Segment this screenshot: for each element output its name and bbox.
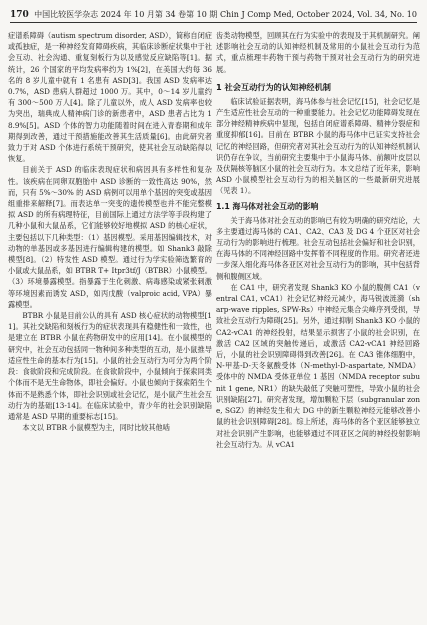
paragraph: 临床试验证据表明，海马体参与社会记忆[15]，社会记忆是产生适应性社会互动的一种重要能力。社会记忆功能障碍发现在部分神经精神疾病中显现，包括自闭症谱系障碍、精神分裂症和重度抑郁[16]。目前在 BTBR 小鼠的海马体中已证实支持社会记忆的神经回路，但研究者对其社会互动行为的认知神经机制认识仍存在争议，当前研究主要集中于小鼠海马体、前额叶皮层以及伏隔核等脑区小鼠的社会互动行为。本文总结了近年来，影响 ASD 小鼠模型社会互动行为的相关脑区的一些最新研究进展（见表 1）。: [216, 96, 420, 196]
page-header: [10, 8, 417, 23]
left-column: [8, 30, 212, 433]
paragraph: 关于海马体对社会互动的影响已有较为明确的研究结论，大多主要通过海马体的 CA1、CA2、CA3 及 DG 4 个亚区对社会互动行为的影响进行梳理。社会互动包括社会偏好和社会识别，在海马体的不同神经回路中发挥着不同程度的作用。研究者还进一步深入细化海马体各亚区对社会互动行为的影响，其中包括背侧和腹侧区域。: [216, 215, 420, 281]
journal-running-title: 中国比较医学杂志 2024 年 10 月第 34 卷第 10 期 Chin J Comp Med, October 2024, Vol. 34, No. 10: [34, 10, 417, 19]
paragraph: 在 CA1 中，研究者发现 Shank3 KO 小鼠的腹侧 CA1（ventral CA1, vCA1）社会记忆神经元减少，海马锐波涟漪（sharp-wave ripples, SPW-Rs）中神经元集合尖峰序列受损，导致社会互动行为障碍[25]。另外，通过抑制 Shank3 KO 小鼠的 CA2-vCA1 的神经投射，结果显示损害了小鼠的社会识别，在激活 CA2 区域的突触传递后，或激活 CA2-vCA1 神经回路后，小鼠的社会识别障碍得到改善[26]。在 CA3 锥体细胞中，N-甲基-D-天冬氨酸受体（N-methyl-D-aspartate, NMDA）受体中的 NMDA 受体亚单位 1 基因（NMDA receptor subunit 1 gene, NR1）的缺失敲低了突触可塑性，导致小鼠的社会识别缺陷[27]。研究者发现，增加颗粒下层（subgranular zone, SGZ）的神经发生和大 DG 中的新生颗粒神经元能够改善小鼠的社会识别障碍[28]。综上所述，海马体的各个亚区能够独立对社会识别产生影响，也能够通过不同亚区之间的神经投射影响社会互动行为。从 vCA1: [216, 282, 420, 449]
page-number: 170: [10, 10, 29, 20]
right-column: [216, 30, 420, 450]
paragraph: 症谱系障碍（autism spectrum disorder, ASD），简称自闭症或孤独症，是一种神经发育障碍疾病，其临床诊断症状集中于社会互动、社会沟通、重复刻板行为以及感觉反应缺陷等[1]。据统计，26 个国家的平均发病率约为 1%[2]，在美国大约每 36 名的 8 岁儿童中就有 1 名患有 ASD[3]。我国 ASD 发病率达 0.7%，ASD 患病人群超过 1000 万。其中，0～14 岁儿童约有 300～500 万人[4]。除了儿童以外，成人 ASD 发病率也较为突出，瑞典成人精神病门诊的新患者中，ASD 患者占比为 18.9%[5]。ASD 个体的智力功能随着时间在进入青春期和成年期得到改善，通过干预措施能改善其生活质量[6]。由此研究者致力于对 ASD 个体进行系统干预研究，使其社会互动缺陷得以恢复。: [8, 31, 212, 164]
paragraph: BTBR 小鼠是目前公认的具有 ASD 核心症状的动物模型[11]。其社交缺陷和刻板行为的症状表现具有稳健性和一致性，也是建立在 BTBR 小鼠在药物研发中的应用[14]。在小鼠模型的研究中，社会互动包括同一物种间多种类型的互动，是小鼠推导适应性生命的基本行为[15]。小鼠的社会互动行为可分为两个阶段：食欲阶段和完成阶段。在食欲阶段中，小鼠倾向于探索同类个体而不是无生命物体，即社会偏好。小鼠也倾向于探索陌生个体而不是熟悉个体，即社会识别或社会记忆，是小鼠产生社会互动行为的基础[13-14]。在临床试验中，青少年的社会识别缺陷通常是 ASD 早期的重要标志[15]。: [8, 311, 212, 421]
paragraph: 目前关于 ASD 的临床表现症状和病因具有多样性和复杂性。该疾病在同卵双胞胎中 ASD 诊断的一致性高达 90%，然而，只有 5%～30% 的 ASD 病例可以用单个基因的突变或基因组重排来解释[7]。而表达单一突变的遗传模型也并不能完整模拟 ASD 的所有病理特征，目前国际上通过方法学等手段构建了几种小鼠和大鼠品系，它们能够较好地模拟 ASD 的核心症状，主要包括以下几种类型：（1）基因模型。采用基因编辑技术，对动物的单基因或多基因进行编辑构建的模型。如 Shank3 敲除模型[8]。（2）特发性 ASD 模型。通过行为学实验筛选繁育的小鼠或大鼠品系，如 BTBR T+ Itpr3tf/J（BTBR）小鼠模型。（3）环境暴露模型。指暴露于生化刺激、病毒感染或紧张刺激等环境因素而诱发 ASD，如丙戊酸（valproic acid, VPA）暴露模型。: [8, 165, 212, 309]
paragraph: 齿类动物模型，回顾其在行为实验中的表现及于其机制研究。阐述影响社会互动的认知神经机制及常用的小鼠社会互动行为范式，重点梳理丰药物干预与药物干预对社会互动行为的研究进展。: [216, 31, 420, 74]
paragraph: 本文以 BTBR 小鼠模型为主，同时比较其他啮: [22, 423, 170, 433]
subsection-heading: 1.1 海马体对社会互动的影响: [216, 201, 319, 211]
section-heading: 1 社会互动行为的认知神经机制: [216, 81, 331, 92]
